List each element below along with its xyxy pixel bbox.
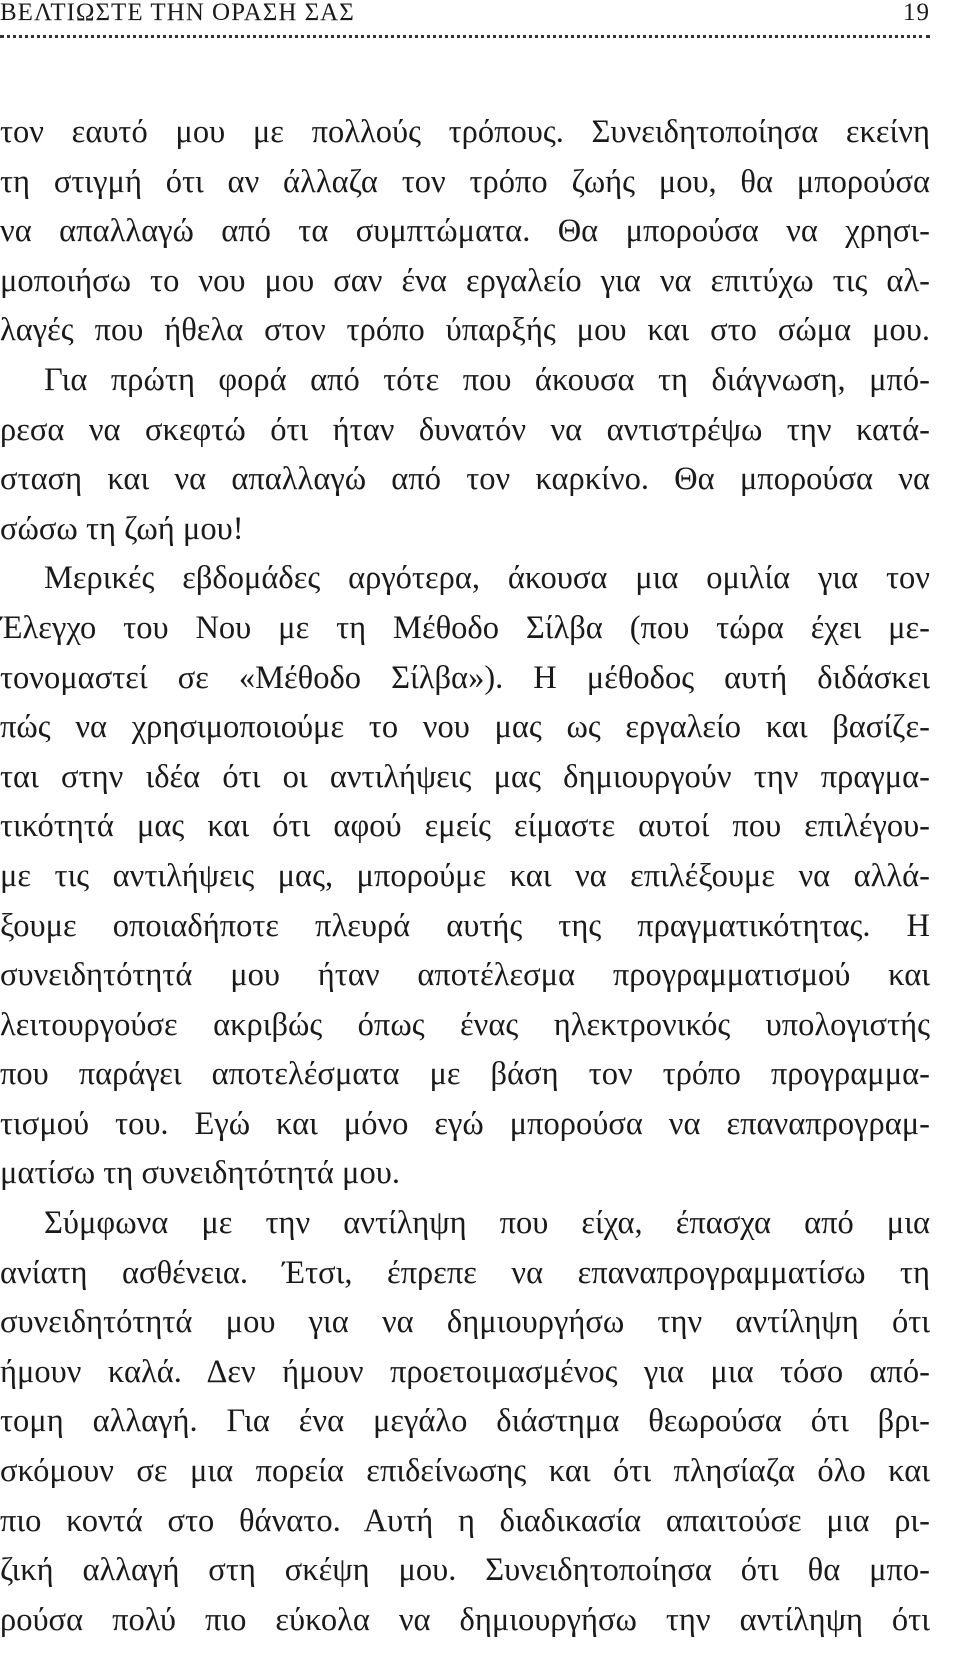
text-line: Μερικές εβδομάδες αργότερα, άκουσα μια ομιλία για τον	[44, 560, 930, 597]
text-line: με τις αντιλήψεις μας, μπορούμε και να επιλέξουμε να αλλά-	[0, 857, 930, 894]
text-line: πώς να χρησιμοποιούμε το νου μας ως εργαλείο και βασίζε-	[0, 709, 930, 746]
text-line: ματίσω τη συνειδητότητά μου.	[0, 1155, 400, 1192]
text-line: μοποιήσω το νου μου σαν ένα εργαλείο για να επιτύχω τις αλ-	[0, 262, 930, 299]
text-line: σώσω τη ζωή μου!	[0, 510, 244, 547]
text-line: τη στιγμή ότι αν άλλαζα τον τρόπο ζωής μου, θα μπορούσα	[0, 163, 930, 200]
text-line: που παράγει αποτελέσματα με βάση τον τρόπο προγραμμα-	[0, 1056, 930, 1093]
text-line: πιο κοντά στο θάνατο. Αυτή η διαδικασία απαιτούσε μια ρι-	[0, 1502, 930, 1539]
text-line: ξουμε οποιαδήποτε πλευρά αυτής της πραγματικότητας. Η	[0, 907, 930, 944]
text-line: ανίατη ασθένεια. Έτσι, έπρεπε να επαναπρογραμματίσω τη	[0, 1254, 930, 1291]
text-line: λαγές που ήθελα στον τρόπο ύπαρξής μου και στο σώμα μου.	[0, 312, 930, 349]
text-line: ρούσα πολύ πιο εύκολα να δημιουργήσω την αντίληψη ότι	[0, 1601, 930, 1638]
running-head	[0, 0, 930, 40]
text-line: ζική αλλαγή στη σκέψη μου. Συνειδητοποίησα ότι θα μπο-	[0, 1552, 930, 1589]
text-line: ται στην ιδέα ότι οι αντιλήψεις μας δημιουργούν την πραγμα-	[0, 758, 930, 795]
text-line: σκόμουν σε μια πορεία επιδείνωσης και ότι πλησίαζα όλο και	[0, 1453, 930, 1490]
text-line: τον εαυτό μου με πολλούς τρόπους. Συνειδητοποίησα εκείνη	[0, 114, 930, 150]
text-line: ήμουν καλά. Δεν ήμουν προετοιμασμένος για μια τόσο από-	[0, 1353, 930, 1390]
text-line: σταση και να απαλλαγώ από τον καρκίνο. Θα μπορούσα να	[0, 461, 930, 498]
text-line: συνειδητότητά μου ήταν αποτέλεσμα προγραμματισμού και	[0, 957, 930, 994]
text-line: να απαλλαγώ από τα συμπτώματα. Θα μπορούσα να χρησι-	[0, 213, 930, 250]
text-line: τονομαστεί σε «Μέθοδο Σίλβα»). Η μέθοδος αυτή διδάσκει	[0, 659, 930, 696]
text-line: τισμού του. Εγώ και μόνο εγώ μπορούσα να επαναπρογραμ-	[0, 1105, 930, 1142]
header-dotted-rule	[0, 35, 930, 38]
page-number: 19	[903, 0, 930, 26]
text-line: Σύμφωνα με την αντίληψη που είχα, έπασχα από μια	[44, 1205, 930, 1242]
text-line: τικότητά μας και ότι αφού εμείς είμαστε αυτοί που επιλέγου-	[0, 808, 930, 845]
text-line: ρεσα να σκεφτώ ότι ήταν δυνατόν να αντιστρέψω την κατά-	[0, 411, 930, 448]
text-line: λειτουργούσε ακριβώς όπως ένας ηλεκτρονικός υπολογιστής	[0, 1006, 930, 1043]
text-line: συνειδητότητά μου για να δημιουργήσω την αντίληψη ότι	[0, 1304, 930, 1341]
running-head-title: ΒΕΛΤΙΩΣΤΕ ΤΗΝ ΟΡΑΣΗ ΣΑΣ	[0, 0, 355, 26]
text-line: Έλεγχο του Νου με τη Μέθοδο Σίλβα (που τώρα έχει με-	[0, 609, 930, 646]
text-line: Για πρώτη φορά από τότε που άκουσα τη διάγνωση, μπό-	[44, 361, 930, 398]
text-line: τομη αλλαγή. Για ένα μεγάλο διάστημα θεωρούσα ότι βρι-	[0, 1403, 930, 1440]
body-text	[0, 108, 930, 1645]
